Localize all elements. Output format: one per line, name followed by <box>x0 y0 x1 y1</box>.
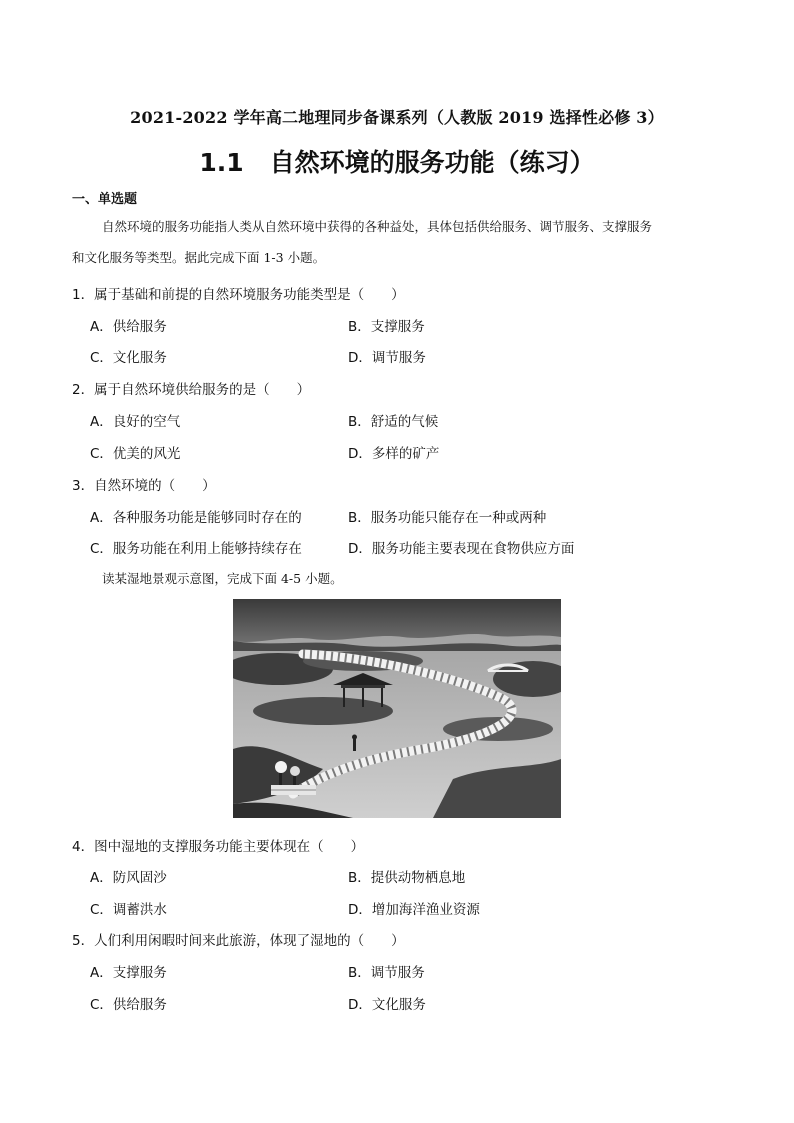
question-2-stem: 2．属于自然环境供给服务的是（ ） <box>72 382 311 398</box>
question-2-option-b[interactable]: B．舒适的气候 <box>348 414 439 430</box>
series-subtitle: 2021-2022 学年高二地理同步备课系列（人教版 2019 选择性必修 3） <box>130 108 664 127</box>
question-4-stem: 4．图中湿地的支撑服务功能主要体现在（ ） <box>72 839 365 855</box>
question-5-option-b[interactable]: B．调节服务 <box>348 965 425 981</box>
question-4-option-b[interactable]: B．提供动物栖息地 <box>348 870 466 886</box>
intro-passage-1-3 <box>72 211 722 273</box>
question-3-option-d[interactable]: D．服务功能主要表现在食物供应方面 <box>348 541 575 557</box>
question-2-option-a[interactable]: A．良好的空气 <box>90 414 181 430</box>
question-3-option-a[interactable]: A．各种服务功能是能够同时存在的 <box>90 510 302 526</box>
question-5-option-a[interactable]: A．支撑服务 <box>90 965 167 981</box>
intro-passage-4-5: 读某湿地景观示意图，完成下面 4-5 小题。 <box>102 571 343 586</box>
question-5-option-d[interactable]: D．文化服务 <box>348 997 426 1013</box>
question-1-stem: 1．属于基础和前提的自然环境服务功能类型是（ ） <box>72 287 405 303</box>
question-5-stem: 5．人们利用闲暇时间来此旅游，体现了湿地的（ ） <box>72 933 405 949</box>
intro-line-1: 自然环境的服务功能指人类从自然环境中获得的各种益处，具体包括供给服务、调节服务、支撑服务 <box>102 219 653 234</box>
question-5-option-c[interactable]: C．供给服务 <box>90 997 167 1013</box>
question-1-option-a[interactable]: A．供给服务 <box>90 319 167 335</box>
question-4-option-d[interactable]: D．增加海洋渔业资源 <box>348 902 480 918</box>
intro-line-2: 和文化服务等类型。据此完成下面 1-3 小题。 <box>72 250 326 265</box>
question-1-option-b[interactable]: B．支撑服务 <box>348 319 425 335</box>
question-3-stem: 3．自然环境的（ ） <box>72 478 216 494</box>
question-1-option-c[interactable]: C．文化服务 <box>90 350 167 366</box>
section-heading: 一、单选题 <box>72 192 138 207</box>
page-title <box>0 143 794 179</box>
question-2-option-d[interactable]: D．多样的矿产 <box>348 446 440 462</box>
question-2-option-c[interactable]: C．优美的风光 <box>90 446 181 462</box>
title-number: 1.1 <box>199 148 244 177</box>
question-4-option-a[interactable]: A．防风固沙 <box>90 870 167 886</box>
question-1-option-d[interactable]: D．调节服务 <box>348 350 426 366</box>
title-text: 自然环境的服务功能（练习） <box>269 148 595 177</box>
question-3-option-c[interactable]: C．服务功能在利用上能够持续存在 <box>90 541 302 557</box>
question-3-option-b[interactable]: B．服务功能只能存在一种或两种 <box>348 510 547 526</box>
wetland-landscape-image <box>233 599 561 818</box>
question-4-option-c[interactable]: C．调蓄洪水 <box>90 902 167 918</box>
